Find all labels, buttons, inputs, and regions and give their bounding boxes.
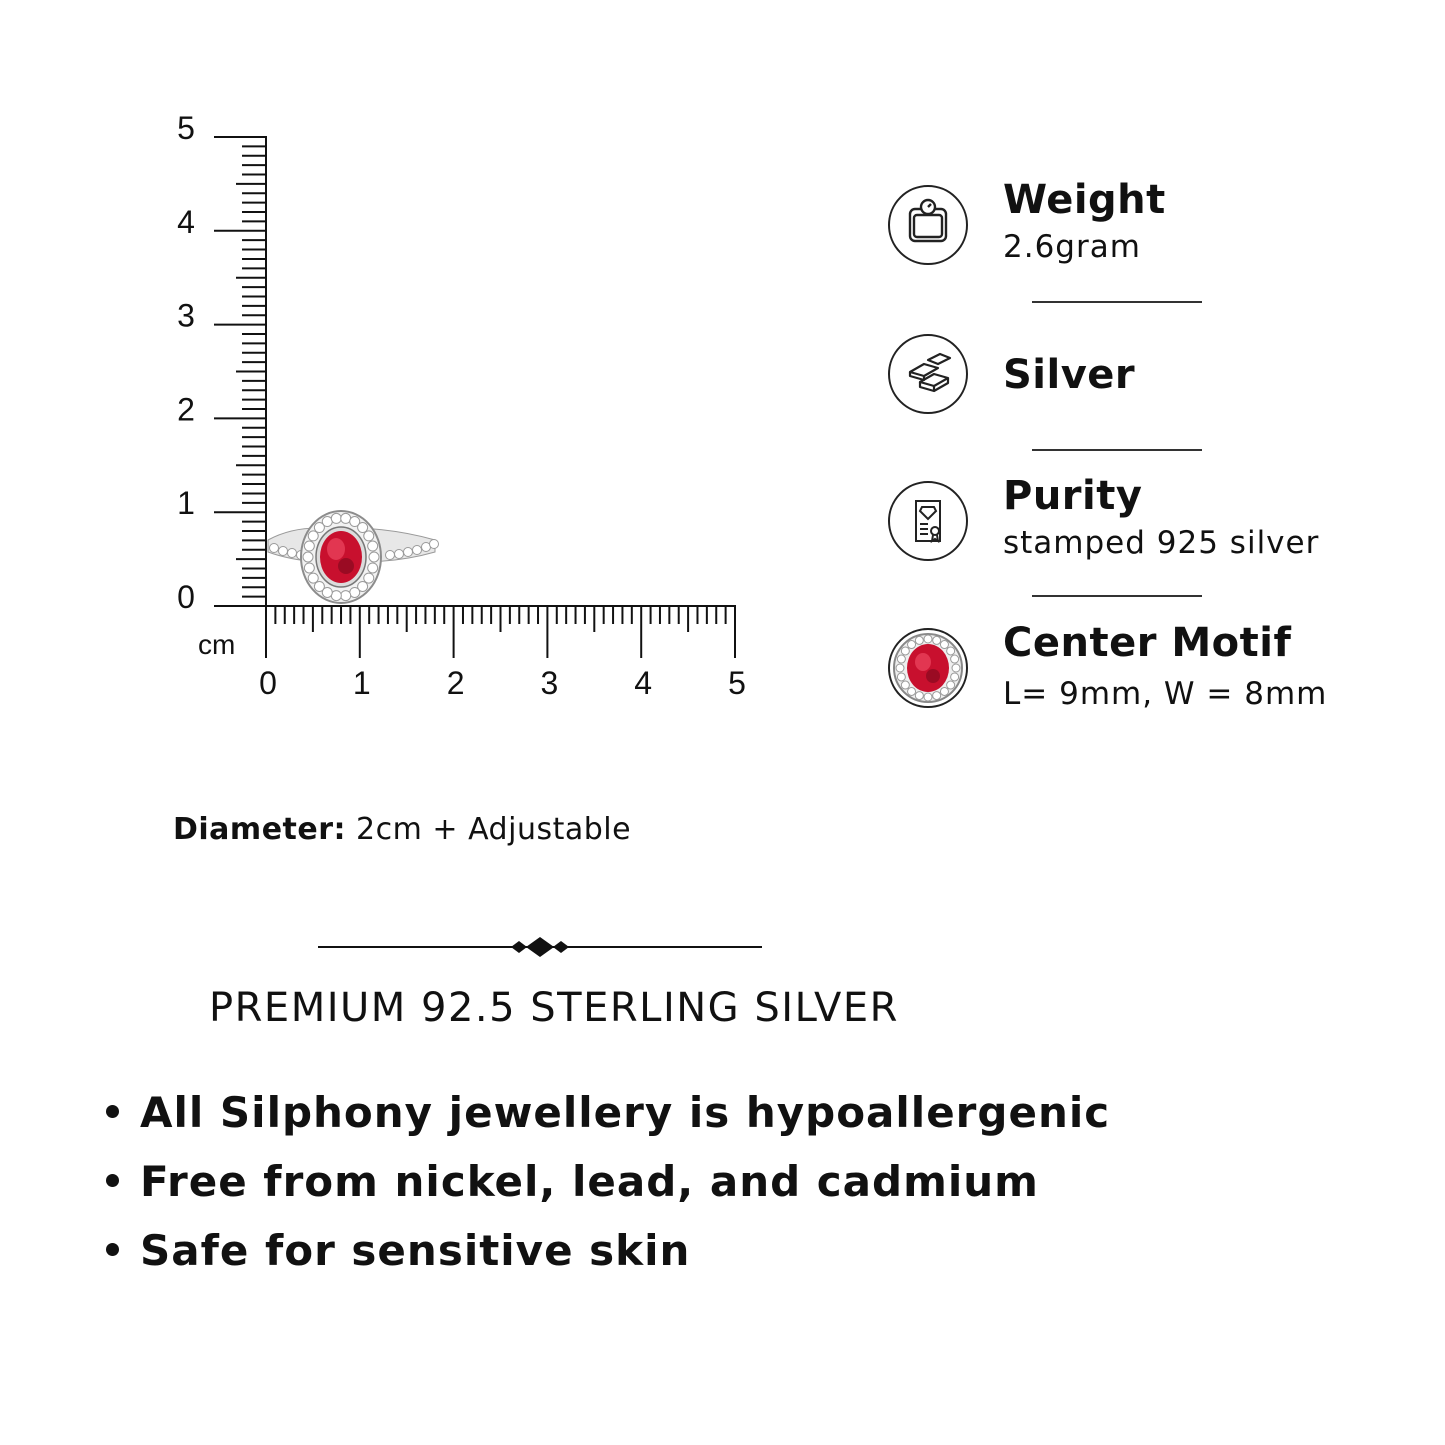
halo-stone bbox=[358, 523, 368, 533]
headline: PREMIUM 92.5 STERLING SILVER bbox=[209, 985, 899, 1031]
halo-stone bbox=[364, 531, 374, 541]
halo-stone bbox=[908, 641, 916, 649]
halo-stone bbox=[341, 591, 351, 601]
halo-stone bbox=[368, 541, 378, 551]
ruler-x-tick-label: 4 bbox=[634, 665, 653, 701]
halo-stone bbox=[896, 664, 904, 672]
halo-stone bbox=[369, 552, 379, 562]
spec-material-label: Silver bbox=[1003, 352, 1136, 398]
diameter-info bbox=[173, 812, 631, 847]
halo-stone bbox=[951, 655, 959, 663]
ruler-x-tick-label: 2 bbox=[446, 665, 465, 701]
halo-stone bbox=[915, 692, 923, 700]
bullet-icon bbox=[106, 1243, 119, 1256]
halo-stone bbox=[901, 647, 909, 655]
ruler-y-tick-label: 3 bbox=[177, 297, 195, 334]
halo-stone bbox=[303, 552, 313, 562]
ruler-unit-label: cm bbox=[198, 629, 236, 660]
diameter-value: 2cm + Adjustable bbox=[346, 812, 632, 847]
ruler-x-tick-label: 1 bbox=[352, 665, 371, 701]
spec-purity-label: Purity bbox=[1003, 473, 1143, 519]
halo-stone bbox=[908, 687, 916, 695]
halo-stone bbox=[940, 641, 948, 649]
halo-stone bbox=[897, 673, 905, 681]
spec-divider bbox=[1032, 301, 1202, 303]
feature-list bbox=[100, 1085, 1110, 1292]
halo-stone bbox=[924, 635, 932, 643]
halo-stone bbox=[924, 693, 932, 701]
diameter-label: Diameter: bbox=[173, 812, 347, 847]
measurement-ruler bbox=[0, 0, 800, 730]
spec-purity bbox=[888, 473, 1408, 571]
halo-stone bbox=[933, 692, 941, 700]
ruby-halo-icon bbox=[888, 628, 968, 708]
ruler-y-tick-label: 4 bbox=[177, 203, 195, 240]
halo-stone bbox=[368, 563, 378, 573]
list-item bbox=[100, 1085, 1110, 1154]
halo-stone bbox=[951, 673, 959, 681]
halo-stone bbox=[364, 573, 374, 583]
ornament-divider bbox=[318, 930, 762, 964]
ring-image bbox=[268, 511, 439, 603]
ruler-y-tick-label: 1 bbox=[177, 485, 195, 522]
spec-material bbox=[888, 334, 1408, 424]
feature-text: Safe for sensitive skin bbox=[140, 1226, 691, 1275]
feature-text: All Silphony jewellery is hypoallergenic bbox=[140, 1088, 1111, 1137]
halo-stone bbox=[314, 581, 324, 591]
halo-stone bbox=[304, 541, 314, 551]
ruler-x-tick-label: 0 bbox=[259, 665, 277, 701]
spec-purity-value: stamped 925 silver bbox=[1003, 525, 1320, 561]
halo-stone bbox=[947, 681, 955, 689]
spec-weight-label: Weight bbox=[1003, 177, 1166, 223]
certificate-icon bbox=[888, 481, 968, 561]
ruler-y-tick-label: 5 bbox=[177, 110, 195, 146]
feature-text: Free from nickel, lead, and cadmium bbox=[140, 1157, 1039, 1206]
halo-stone bbox=[331, 591, 341, 601]
halo-stone bbox=[901, 681, 909, 689]
bullet-icon bbox=[106, 1174, 119, 1187]
spec-divider bbox=[1032, 595, 1202, 597]
ruler-y-tick-label: 0 bbox=[177, 579, 195, 615]
halo-stone bbox=[915, 636, 923, 644]
spec-divider bbox=[1032, 449, 1202, 451]
spec-motif-label: Center Motif bbox=[1003, 620, 1292, 666]
ruler-x-tick-label: 5 bbox=[728, 665, 746, 701]
list-item bbox=[100, 1223, 1110, 1292]
halo-stone bbox=[308, 573, 318, 583]
halo-stone bbox=[952, 664, 960, 672]
halo-stone bbox=[304, 563, 314, 573]
silver-bars-icon bbox=[888, 334, 968, 414]
ruler-y-tick-label: 2 bbox=[177, 391, 195, 428]
halo-stone bbox=[933, 636, 941, 644]
halo-stone bbox=[308, 531, 318, 541]
halo-stone bbox=[322, 517, 332, 527]
halo-stone bbox=[331, 513, 341, 523]
bullet-icon bbox=[106, 1105, 119, 1118]
halo-stone bbox=[940, 687, 948, 695]
halo-stone bbox=[341, 513, 351, 523]
halo-stone bbox=[947, 647, 955, 655]
spec-weight bbox=[888, 177, 1408, 275]
halo-stone bbox=[897, 655, 905, 663]
spec-motif bbox=[888, 620, 1408, 718]
spec-motif-value: L= 9mm, W = 8mm bbox=[1003, 676, 1328, 712]
weighing-scale-icon bbox=[888, 185, 968, 265]
list-item bbox=[100, 1154, 1110, 1223]
halo-stone bbox=[350, 587, 360, 597]
spec-weight-value: 2.6gram bbox=[1003, 229, 1141, 265]
ruler-x-tick-label: 3 bbox=[540, 665, 559, 701]
